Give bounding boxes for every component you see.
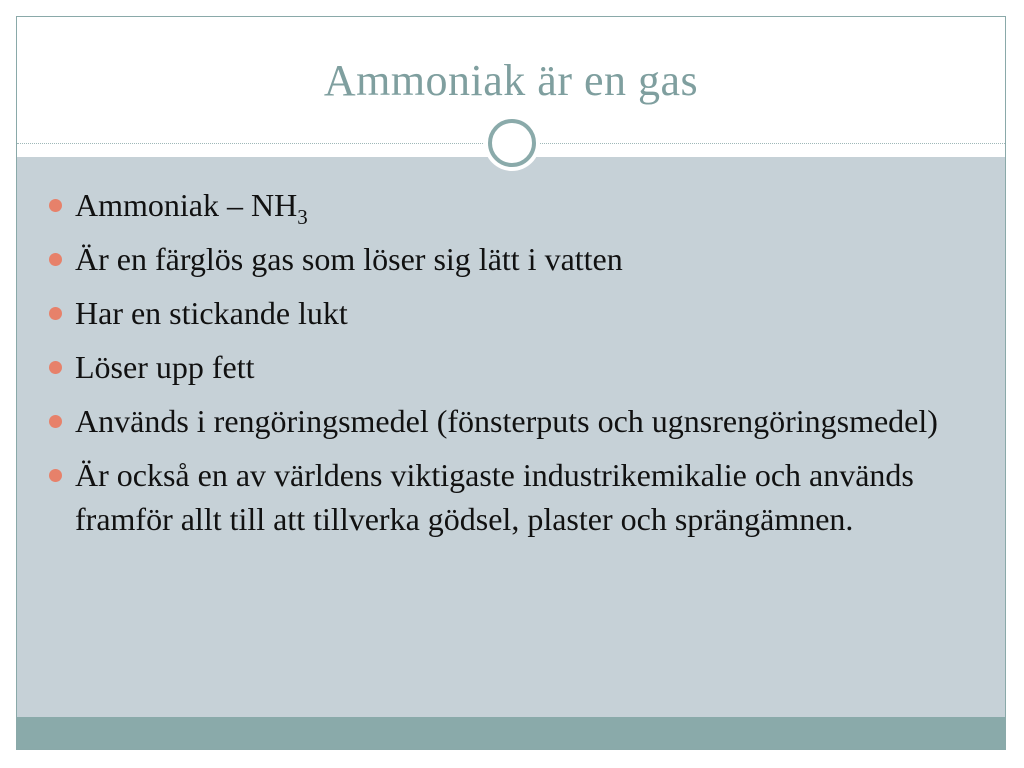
bullet-dot-icon (49, 361, 62, 374)
bullet-list (47, 183, 967, 551)
bullet-text: Har en stickande lukt (75, 295, 348, 331)
slide-title: Ammoniak är en gas (323, 56, 699, 105)
bullet-dot-icon (49, 469, 62, 482)
slide (16, 16, 1006, 750)
bullet-subscript: 3 (297, 205, 308, 229)
bullet-text: Löser upp fett (75, 349, 255, 385)
bullet-dot-icon (49, 307, 62, 320)
bullet-item (47, 237, 967, 281)
circle-ornament-icon (484, 115, 540, 171)
bullet-item (47, 399, 967, 443)
footer-band (17, 717, 1005, 750)
bullet-item (47, 345, 967, 389)
bullet-dot-icon (49, 415, 62, 428)
bullet-item (47, 291, 967, 335)
bullet-text: Ammoniak – NH (75, 187, 298, 223)
bullet-item (47, 183, 967, 227)
bullet-dot-icon (49, 253, 62, 266)
bullet-text: Är också en av världens viktigaste industrikemikalie och används framför allt till att tillverka gödsel, plaster och sprängämnen. (75, 457, 914, 537)
bullet-text: Används i rengöringsmedel (fönsterputs och ugnsrengöringsmedel) (75, 403, 938, 439)
bullet-text: Är en färglös gas som löser sig lätt i vatten (75, 241, 623, 277)
bullet-item (47, 453, 967, 541)
bullet-dot-icon (49, 199, 62, 212)
